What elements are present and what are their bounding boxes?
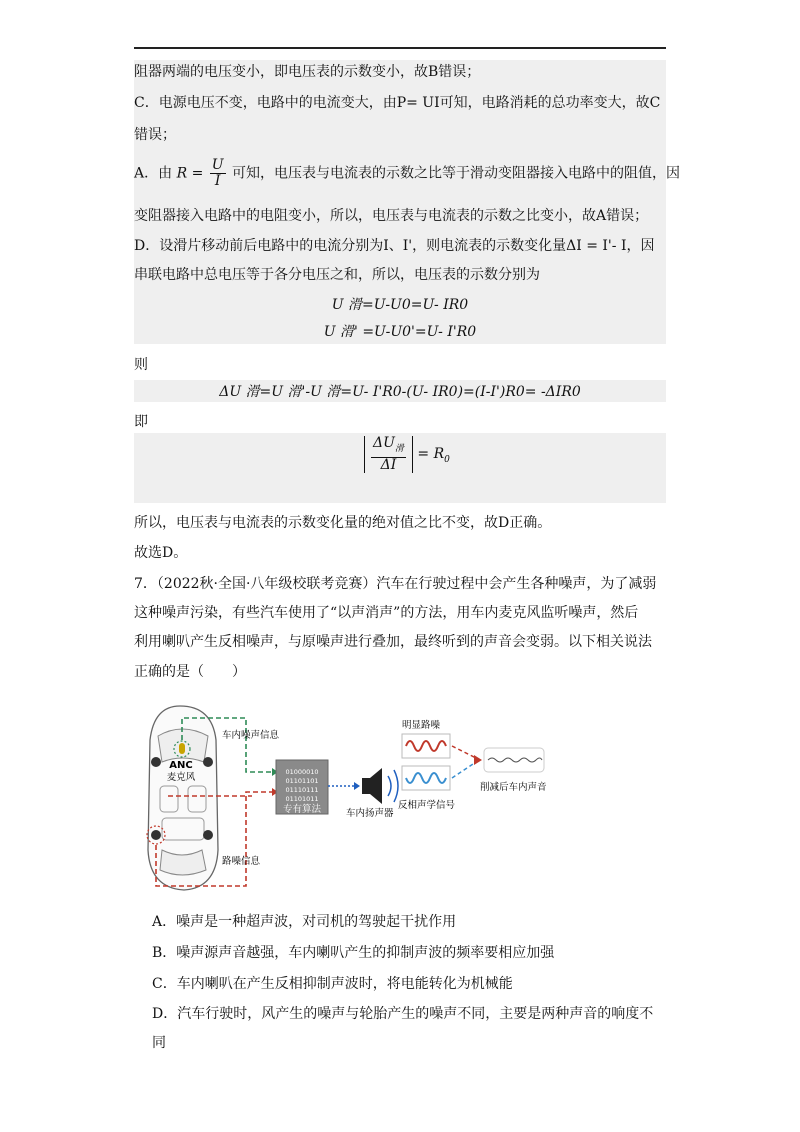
anc-label: ANC [169, 760, 193, 771]
option-c[interactable]: C．车内喇叭在产生反相抑制声波时，将电能转化为机械能 [152, 976, 513, 992]
reduced-sound-label: 削减后车内声音 [480, 782, 547, 793]
anc-diagram [140, 700, 570, 895]
wheel-icon [203, 830, 213, 840]
sound-wave-icon [388, 776, 391, 796]
option-d[interactable]: D．汽车行驶时，风产生的噪声与轮胎产生的噪声不同，主要是两种声音的响度不 [152, 1006, 654, 1022]
abs-ratio-formula [364, 436, 450, 473]
answer-line: 变阻器接入电路中的电阻变小，所以，电压表与电流表的示数之比变小，故A错误； [134, 208, 649, 224]
anti-wave [406, 773, 446, 783]
car-noise-info-label: 车内噪声信息 [222, 730, 280, 741]
speaker-cone [370, 768, 382, 804]
question-line: 7．（2022秋·全国·八年级校联考竞赛）汽车在行驶过程中会产生各种噪声，为了减弱 [134, 576, 657, 592]
anti-wave-box [402, 766, 450, 790]
answer-line-formula [134, 158, 680, 189]
answer-line: 则 [134, 357, 148, 373]
binary-line: 01110111 [285, 786, 319, 794]
formula-lhs: R = [176, 165, 204, 182]
mic-label: 麦克风 [166, 772, 196, 783]
abs-fraction [371, 436, 406, 473]
merge-path [452, 746, 476, 758]
arrow-icon [354, 782, 360, 790]
anti-signal-label: 反相声学信号 [398, 800, 456, 811]
wheel-icon [203, 757, 213, 767]
answer-line: 阻器两端的电压变小，即电压表的示数变小，故B错误； [134, 64, 481, 80]
noise-wave-box [402, 734, 450, 758]
answer-line: C．电源电压不变，电路中的电流变大，由P= UI可知，电路消耗的总功率变大，故C [134, 95, 661, 111]
formula-numerator: U [211, 157, 224, 173]
answer-text: 可知，电压表与电流表的示数之比等于滑动变阻器接入电路中的阻值，因 [232, 165, 681, 182]
algorithm-label: 专有算法 [282, 804, 322, 815]
road-noise-info-label: 路噪信息 [222, 856, 261, 867]
binary-line: 01101011 [285, 795, 319, 803]
noise-wave [406, 741, 446, 751]
question-line: 利用喇叭产生反相噪声，与原噪声进行叠加，最终听到的声音会变弱。以下相关说法 [134, 634, 652, 650]
abs-bars [364, 436, 413, 473]
formula-fraction [210, 158, 226, 189]
option-d-continued: 同 [152, 1035, 166, 1051]
speaker-icon [362, 778, 370, 794]
answer-line: 所以，电压表与电流表的示数变化量的绝对值之比不变，故D正确。 [134, 515, 552, 531]
answer-line: D．设滑片移动前后电路中的电流分别为I、I'，则电流表的示数变化量ΔI = I'- I，因 [134, 238, 655, 254]
equation: U 滑' =U-U0'=U- I'R0 [323, 324, 477, 340]
answer-text: A．由 [134, 165, 173, 182]
binary-line: 01000010 [285, 768, 319, 776]
microphone-body [179, 743, 185, 754]
abs-rhs: = $R_0$ [417, 446, 450, 466]
speaker-label: 车内扬声器 [346, 808, 394, 819]
arrow-icon [474, 755, 482, 765]
sound-wave-icon [394, 770, 398, 802]
binary-line: 01101101 [285, 777, 319, 785]
abs-numerator: $\Delta U_滑$ [371, 436, 406, 458]
answer-line: 串联电路中总电压等于各分电压之和，所以，电压表的示数分别为 [134, 267, 540, 283]
question-line: 这种噪声污染，有些汽车使用了“以声消声”的方法，用车内麦克风监听噪声，然后 [134, 605, 639, 621]
wheel-icon [151, 757, 161, 767]
question-line: 正确的是（ ） [134, 664, 246, 680]
answer-line: 即 [134, 414, 148, 430]
header-rule [134, 47, 666, 49]
wheel-icon [151, 830, 161, 840]
merge-path [452, 762, 476, 778]
answer-line: 故选D。 [134, 545, 188, 561]
formula-denominator: I [214, 173, 221, 189]
equation: ΔU 滑=U 滑'-U 滑=U- I'R0-(U- IR0)=(I-I')R0= -ΔIR0 [219, 384, 581, 400]
option-a[interactable]: A．噪声是一种超声波，对司机的驾驶起干扰作用 [152, 914, 457, 930]
reduced-wave [488, 758, 542, 762]
option-b[interactable]: B．噪声源声音越强，车内喇叭产生的抑制声波的频率要相应加强 [152, 945, 555, 961]
reduced-wave-box [484, 748, 544, 772]
abs-denominator: ΔI [380, 456, 397, 473]
obvious-noise-label: 明显路噪 [402, 720, 441, 731]
answer-line: 错误； [134, 127, 176, 143]
equation: U 滑=U-U0=U- IR0 [331, 297, 469, 313]
